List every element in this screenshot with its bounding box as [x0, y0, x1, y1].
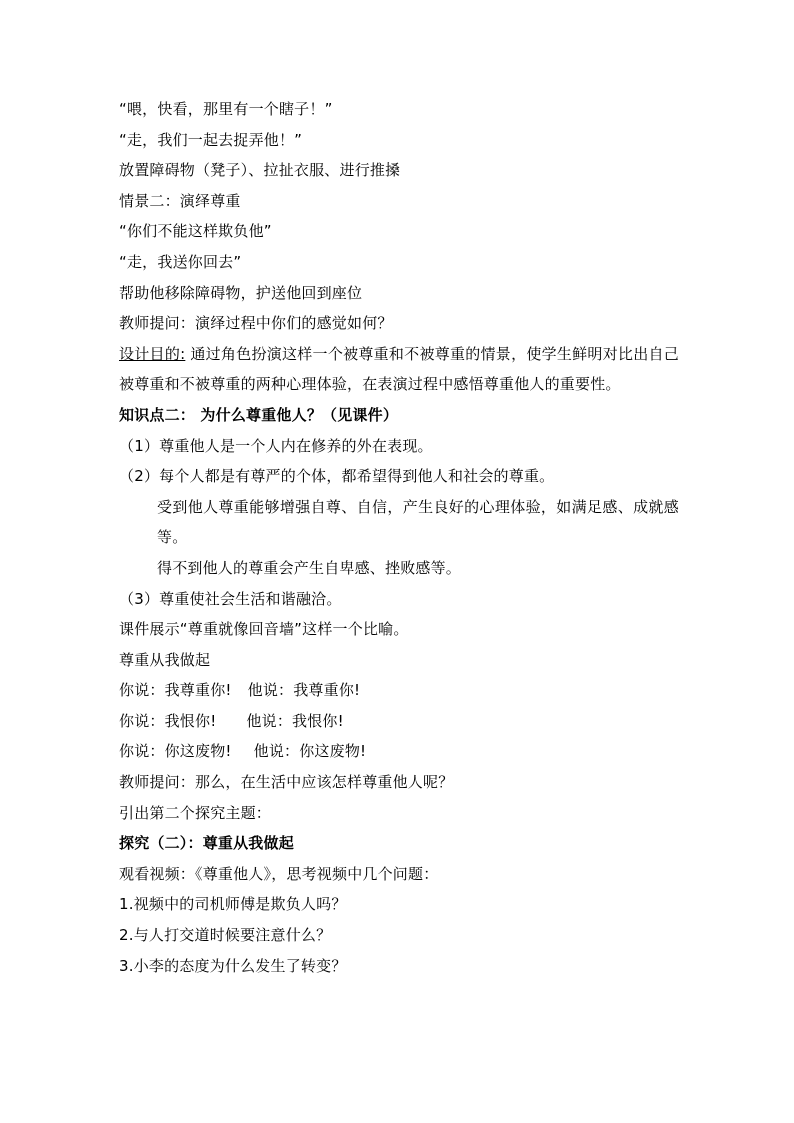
point-item: （2）每个人都是有尊严的个体，都希望得到他人和社会的尊重。 [119, 467, 555, 486]
he-says: 他说：我恨你! [246, 711, 344, 730]
design-purpose-paragraph [119, 339, 679, 400]
echo-dialogue-row [119, 675, 679, 706]
dialogue-line: “走，我们一起去捉弄他！” [119, 130, 303, 149]
design-purpose-label: 设计目的: [119, 344, 186, 363]
document-body [119, 94, 679, 981]
dialogue-line: “喂，快看，那里有一个瞎子！” [119, 100, 333, 118]
courseware-line: 课件展示“尊重就像回音墙”这样一个比喻。 [119, 620, 409, 639]
point-detail: 得不到他人的尊重会产生自卑感、挫败感等。 [157, 558, 462, 577]
video-line: 观看视频：《尊重他人》，思考视频中几个问题： [119, 864, 439, 883]
action-line: 帮助他移除障碍物，护送他回到座位 [119, 283, 363, 302]
point-item: （1）尊重他人是一个人内在修养的外在表现。 [119, 436, 433, 455]
echo-dialogue-row [119, 706, 679, 737]
question-item: 3.小李的态度为什么发生了转变？ [119, 956, 347, 975]
he-says: 他说：我尊重你! [247, 681, 361, 700]
question-item: 2.与人打交道时候要注意什么？ [119, 926, 332, 945]
explore-heading: 探究（二）：尊重从我做起 [119, 834, 294, 853]
point-detail: 受到他人尊重能够增强自尊、自信，产生良好的心理体验，如满足感、成就感等。 [157, 497, 679, 547]
lead-line: 引出第二个探究主题： [119, 803, 272, 822]
you-say: 你说：你这废物! [119, 742, 232, 761]
knowledge-point-heading: 知识点二： 为什么尊重他人？（见课件） [119, 405, 399, 424]
scene-heading: 情景二：演绎尊重 [119, 191, 241, 210]
you-say: 你说：我尊重你! [119, 681, 232, 700]
question-item: 1.视频中的司机师傅是欺负人吗？ [119, 895, 347, 914]
action-line: 放置障碍物（凳子）、拉扯衣服、进行推搡 [119, 161, 401, 180]
teacher-question: 教师提问：演绎过程中你们的感觉如何？ [119, 314, 393, 333]
echo-dialogue-row [119, 736, 679, 767]
he-says: 他说：你这废物! [253, 742, 367, 761]
subheading: 尊重从我做起 [119, 650, 211, 669]
dialogue-line: “走，我送你回去” [119, 252, 242, 271]
you-say: 你说：我恨你! [119, 711, 217, 730]
dialogue-line: “你们不能这样欺负他” [119, 222, 272, 241]
teacher-question: 教师提问：那么，在生活中应该怎样尊重他人呢？ [119, 773, 454, 792]
point-item: （3）尊重使社会生活和谐融洽。 [119, 589, 342, 608]
design-purpose-text: 通过角色扮演这样一个被尊重和不被尊重的情景，使学生鲜明对比出自己被尊重和不被尊重的两种心理体验，在表演过程中感悟尊重他人的重要性。 [119, 344, 679, 394]
